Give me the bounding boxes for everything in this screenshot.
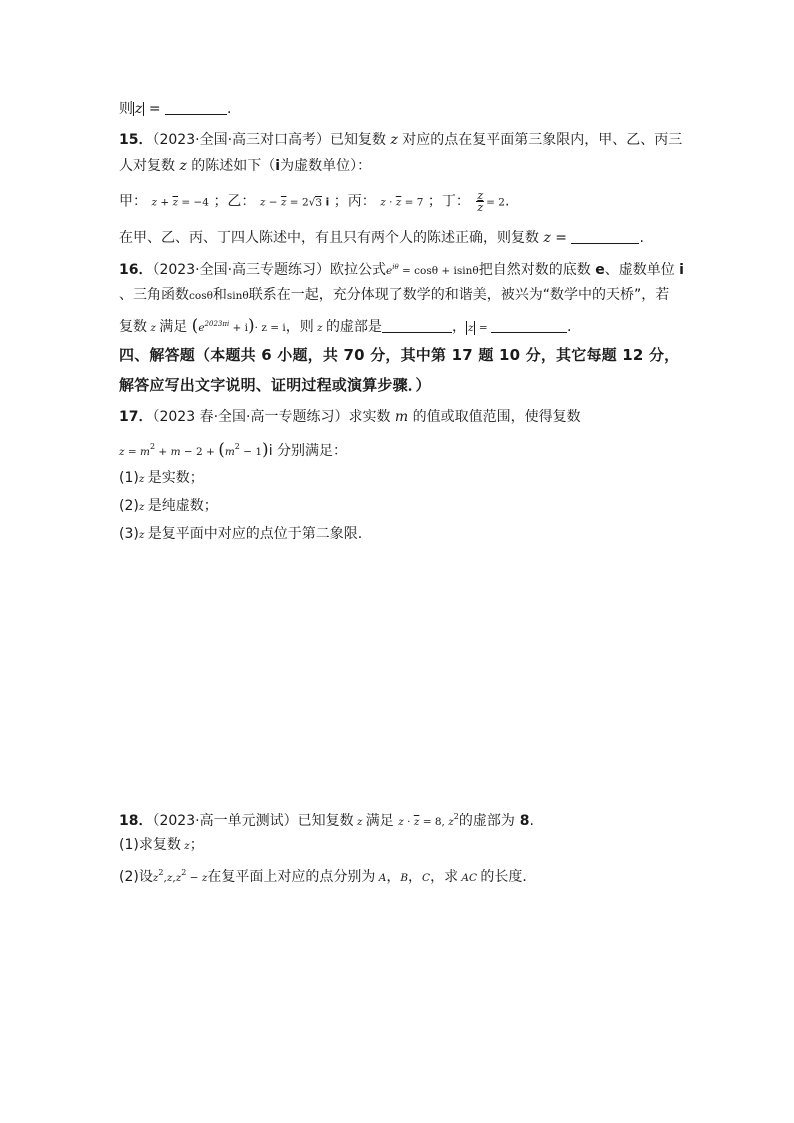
q15-line-2: 人对复数 z 的陈述如下（i为虚数单位）： (119, 158, 372, 174)
q17-part-1: (1)z 是实数； (119, 470, 204, 486)
q17-text: 求实数 (348, 409, 391, 425)
q15-source: （2023·全国·高三对口高考） (152, 132, 331, 148)
q17-part-3: (3)z 是复平面中对应的点位于第二象限. (119, 526, 363, 542)
q15-text: 对应的点在复平面第三象限内，甲、乙、丙三 (402, 132, 683, 148)
q16-text: ， (451, 319, 466, 335)
q16-text: ，则 (285, 319, 314, 335)
q18-line-1: 18．（2023·高一单元测试）已知复数 z 满足 $z \cdot \overline{z} = 8$, $z^2$的虚部为 8. (119, 812, 534, 829)
q15-statements: 甲： $z + \overline{z} = -4$ ；乙： $z - \overline{z} = 2√3$ i ；丙： $z \cdot \overline{z} = 7$ ；丁： $\frac{z}{z}$ = 2. (119, 189, 510, 214)
q15-number: 15． (119, 132, 153, 148)
q16-text: 、三角函数 (119, 287, 189, 303)
q16-text: 联系在一起，充分体现了数学的和谐美，被兴为“数学中的天桥”，若 (248, 287, 670, 303)
q17-part-text: 是实数； (147, 470, 204, 486)
equals: = (475, 322, 491, 334)
q18-source: （2023·高一单元测试） (152, 813, 298, 829)
sin-symbol: sinθ (226, 290, 249, 302)
q18-part-text: 求复数 (138, 837, 181, 853)
q18-text: 满足 (365, 813, 394, 829)
section-4-title: 四、解答题（本题共 6 小题，共 70 分，其中第 17 题 10 分，其它每题 12 分， (119, 346, 680, 364)
answer-blank-imag[interactable] (382, 318, 452, 333)
section-4-title-2: 解答应写出文字说明、证明过程或演算步骤．） (119, 376, 431, 394)
q17-part-text: 是纯虚数； (147, 498, 218, 514)
i-symbol: i (679, 262, 684, 278)
q16-condition: · z = i (254, 322, 286, 334)
q17-expression: $z = m^2 + m - 2 + (m^2 - 1)i$ 分别满足： (119, 440, 348, 460)
q15-text: 已知复数 (330, 132, 387, 148)
q17-line-1: 17．（2023 春·全国·高一专题练习）求实数 m 的值或取值范围，使得复数 (119, 409, 581, 425)
cos-symbol: cosθ (189, 290, 213, 302)
q18-part-1: (1)求复数 z； (119, 837, 204, 853)
statement-bing-label: ；丙： (333, 193, 376, 210)
q18-part-2: (2)设$z^2,z,z^2 - z$在复平面上对应的点分别为 A，B，C，求 AC 的长度． (119, 868, 537, 885)
q18-part-text: ，求 (430, 869, 459, 885)
q16-line-2 (119, 284, 669, 307)
q17-part-text: 是复平面中对应的点位于第二象限. (147, 526, 363, 542)
q18-part-text: 的长度． (480, 869, 537, 885)
euler-formula: = cosθ + isinθ (398, 265, 479, 277)
q16-text: 满足 (159, 319, 188, 335)
fraction-z-over-zbar: $\frac{z}{z}$ (477, 189, 484, 214)
q17-part-2: (2)z 是纯虚数； (119, 498, 218, 514)
equals: = (144, 101, 166, 117)
q18-number: 18． (119, 813, 153, 829)
q18-text: 的虚部为 (458, 813, 515, 829)
q15-text: 的陈述如下（ (191, 158, 276, 174)
answer-blank[interactable] (571, 229, 639, 244)
q16-line-3: 复数 z 满足 $(e^{2023\pi i} + i)\cdot z = i$，则 z 的虚部是 ， z = . (119, 316, 572, 336)
abs-z: z (467, 322, 474, 334)
equals: = (550, 230, 572, 246)
q17-source: （2023 春·全国·高一专题练习） (152, 409, 349, 425)
ding-expr: = 2 (486, 196, 505, 209)
q15-text: 为虚数单位）： (280, 158, 372, 174)
abs-z: z (135, 101, 143, 117)
text-then: 则 (119, 101, 133, 117)
q16-text: 欧拉公式 (330, 262, 387, 278)
answer-blank-mod[interactable] (491, 318, 567, 333)
q14-tail-line: 则 z = . (119, 101, 232, 117)
q16-number: 16． (119, 262, 153, 278)
statement-yi-label: ；乙： (213, 193, 256, 210)
q15-text: 人对复数 (119, 158, 175, 174)
q17-text: 的值或取值范围，使得复数 (412, 409, 581, 425)
q16-text: 复数 (119, 319, 147, 335)
statement-jia-label: 甲： (119, 193, 147, 210)
q17-number: 17． (119, 409, 153, 425)
q18-text: 已知复数 (297, 813, 354, 829)
q16-text: 、虚数单位 (604, 262, 675, 278)
q16-text: 和 (212, 287, 227, 303)
q16-text: 的虚部是 (325, 319, 382, 335)
q18-part-text: 设 (138, 869, 153, 885)
q17-expr-tail: i 分别满足： (268, 443, 348, 459)
e-symbol: e (595, 262, 605, 278)
q18-part-text: 在复平面上对应的点分别为 (207, 869, 376, 885)
statement-ding-label: ；丁： (427, 193, 470, 210)
q16-line-1: 16．（2023·全国·高三专题练习）欧拉公式$e^{i\theta} = \cos\theta + isin\theta$把自然对数的底数 e、虚数单位 i (119, 262, 684, 278)
answer-blank[interactable] (165, 100, 227, 115)
q15-ask-text: 在甲、乙、丙、丁四人陈述中，有且只有两个人的陈述正确，则复数 (119, 230, 539, 246)
q16-text: 把自然对数的底数 (478, 262, 591, 278)
q16-source: （2023·全国·高三专题练习） (152, 262, 331, 278)
q15-ask: 在甲、乙、丙、丁四人陈述中，有且只有两个人的陈述正确，则复数 z = . (119, 230, 644, 246)
q15-line-1: 15．（2023·全国·高三对口高考）已知复数 z 对应的点在复平面第三象限内，甲、乙、丙三 (119, 132, 683, 148)
